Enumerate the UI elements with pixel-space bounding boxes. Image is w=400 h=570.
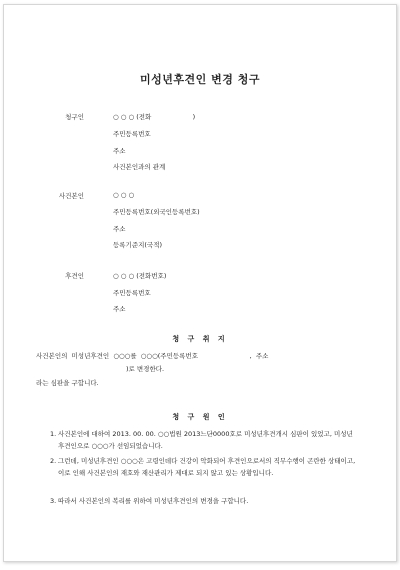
petitioner-label: 청구인: [65, 113, 84, 121]
subject-registration-base: 등록기준지(국적): [113, 241, 163, 249]
subject-address: 주소: [113, 225, 126, 233]
subject-resident-number: 주민등록번호(외국인등록번호): [113, 208, 200, 216]
reason-3-text: 따라서 사건본인의 복리를 위하여 미성년후견인의 변경을 구합니다.: [58, 497, 249, 505]
reason-1-number: 1.: [50, 430, 57, 438]
reasons-heading: 청 구 원 인: [172, 413, 228, 421]
guardian-name-field: ○ ○ ○ (전화번호): [113, 272, 167, 280]
document-title: 미성년후견인 변경 청구: [140, 73, 260, 86]
petitioner-name-field: ○ ○ ○ (전화 ): [113, 113, 196, 121]
reason-3-number: 3.: [50, 497, 57, 505]
purpose-heading: 청 구 취 지: [172, 335, 228, 343]
reason-1-text: 사건본인에 대하여 2013. 00. 00. ○○법원 2013느단0000호로 미성년후견개시 심판이 있었고, 미성년후견인으로 ○○○가 선임되었습니다.: [58, 430, 353, 450]
purpose-line-1: 사건본인의 미성년후견인 ○○○를 ○○○(주민등록번호 , 주소: [36, 352, 269, 360]
reason-2-text: 그런데, 미성년후견인 ○○○은 고령인데다 건강이 악화되어 후견인으로서의 직무수행이 곤란한 상태이고, 이로 인해 사건본인의 재호와 재산관리가 제대로 되지 않고 있는 상황입니다.: [58, 457, 356, 477]
subject-name-field: ○ ○ ○: [113, 191, 135, 199]
purpose-line-2: )로 변경한다.: [126, 365, 165, 373]
guardian-label: 후견인: [65, 272, 84, 280]
document-page: [3, 4, 397, 562]
reason-2-number: 2.: [50, 457, 57, 465]
petitioner-relationship: 사건본인과의 관계: [113, 163, 166, 171]
petitioner-address: 주소: [113, 147, 126, 155]
subject-label: 사건본인: [58, 192, 84, 200]
petitioner-resident-number: 주민등록번호: [113, 130, 151, 138]
guardian-resident-number: 주민등록번호: [113, 289, 151, 297]
purpose-line-3: 라는 심판을 구합니다.: [36, 379, 99, 387]
guardian-address: 주소: [113, 305, 126, 313]
